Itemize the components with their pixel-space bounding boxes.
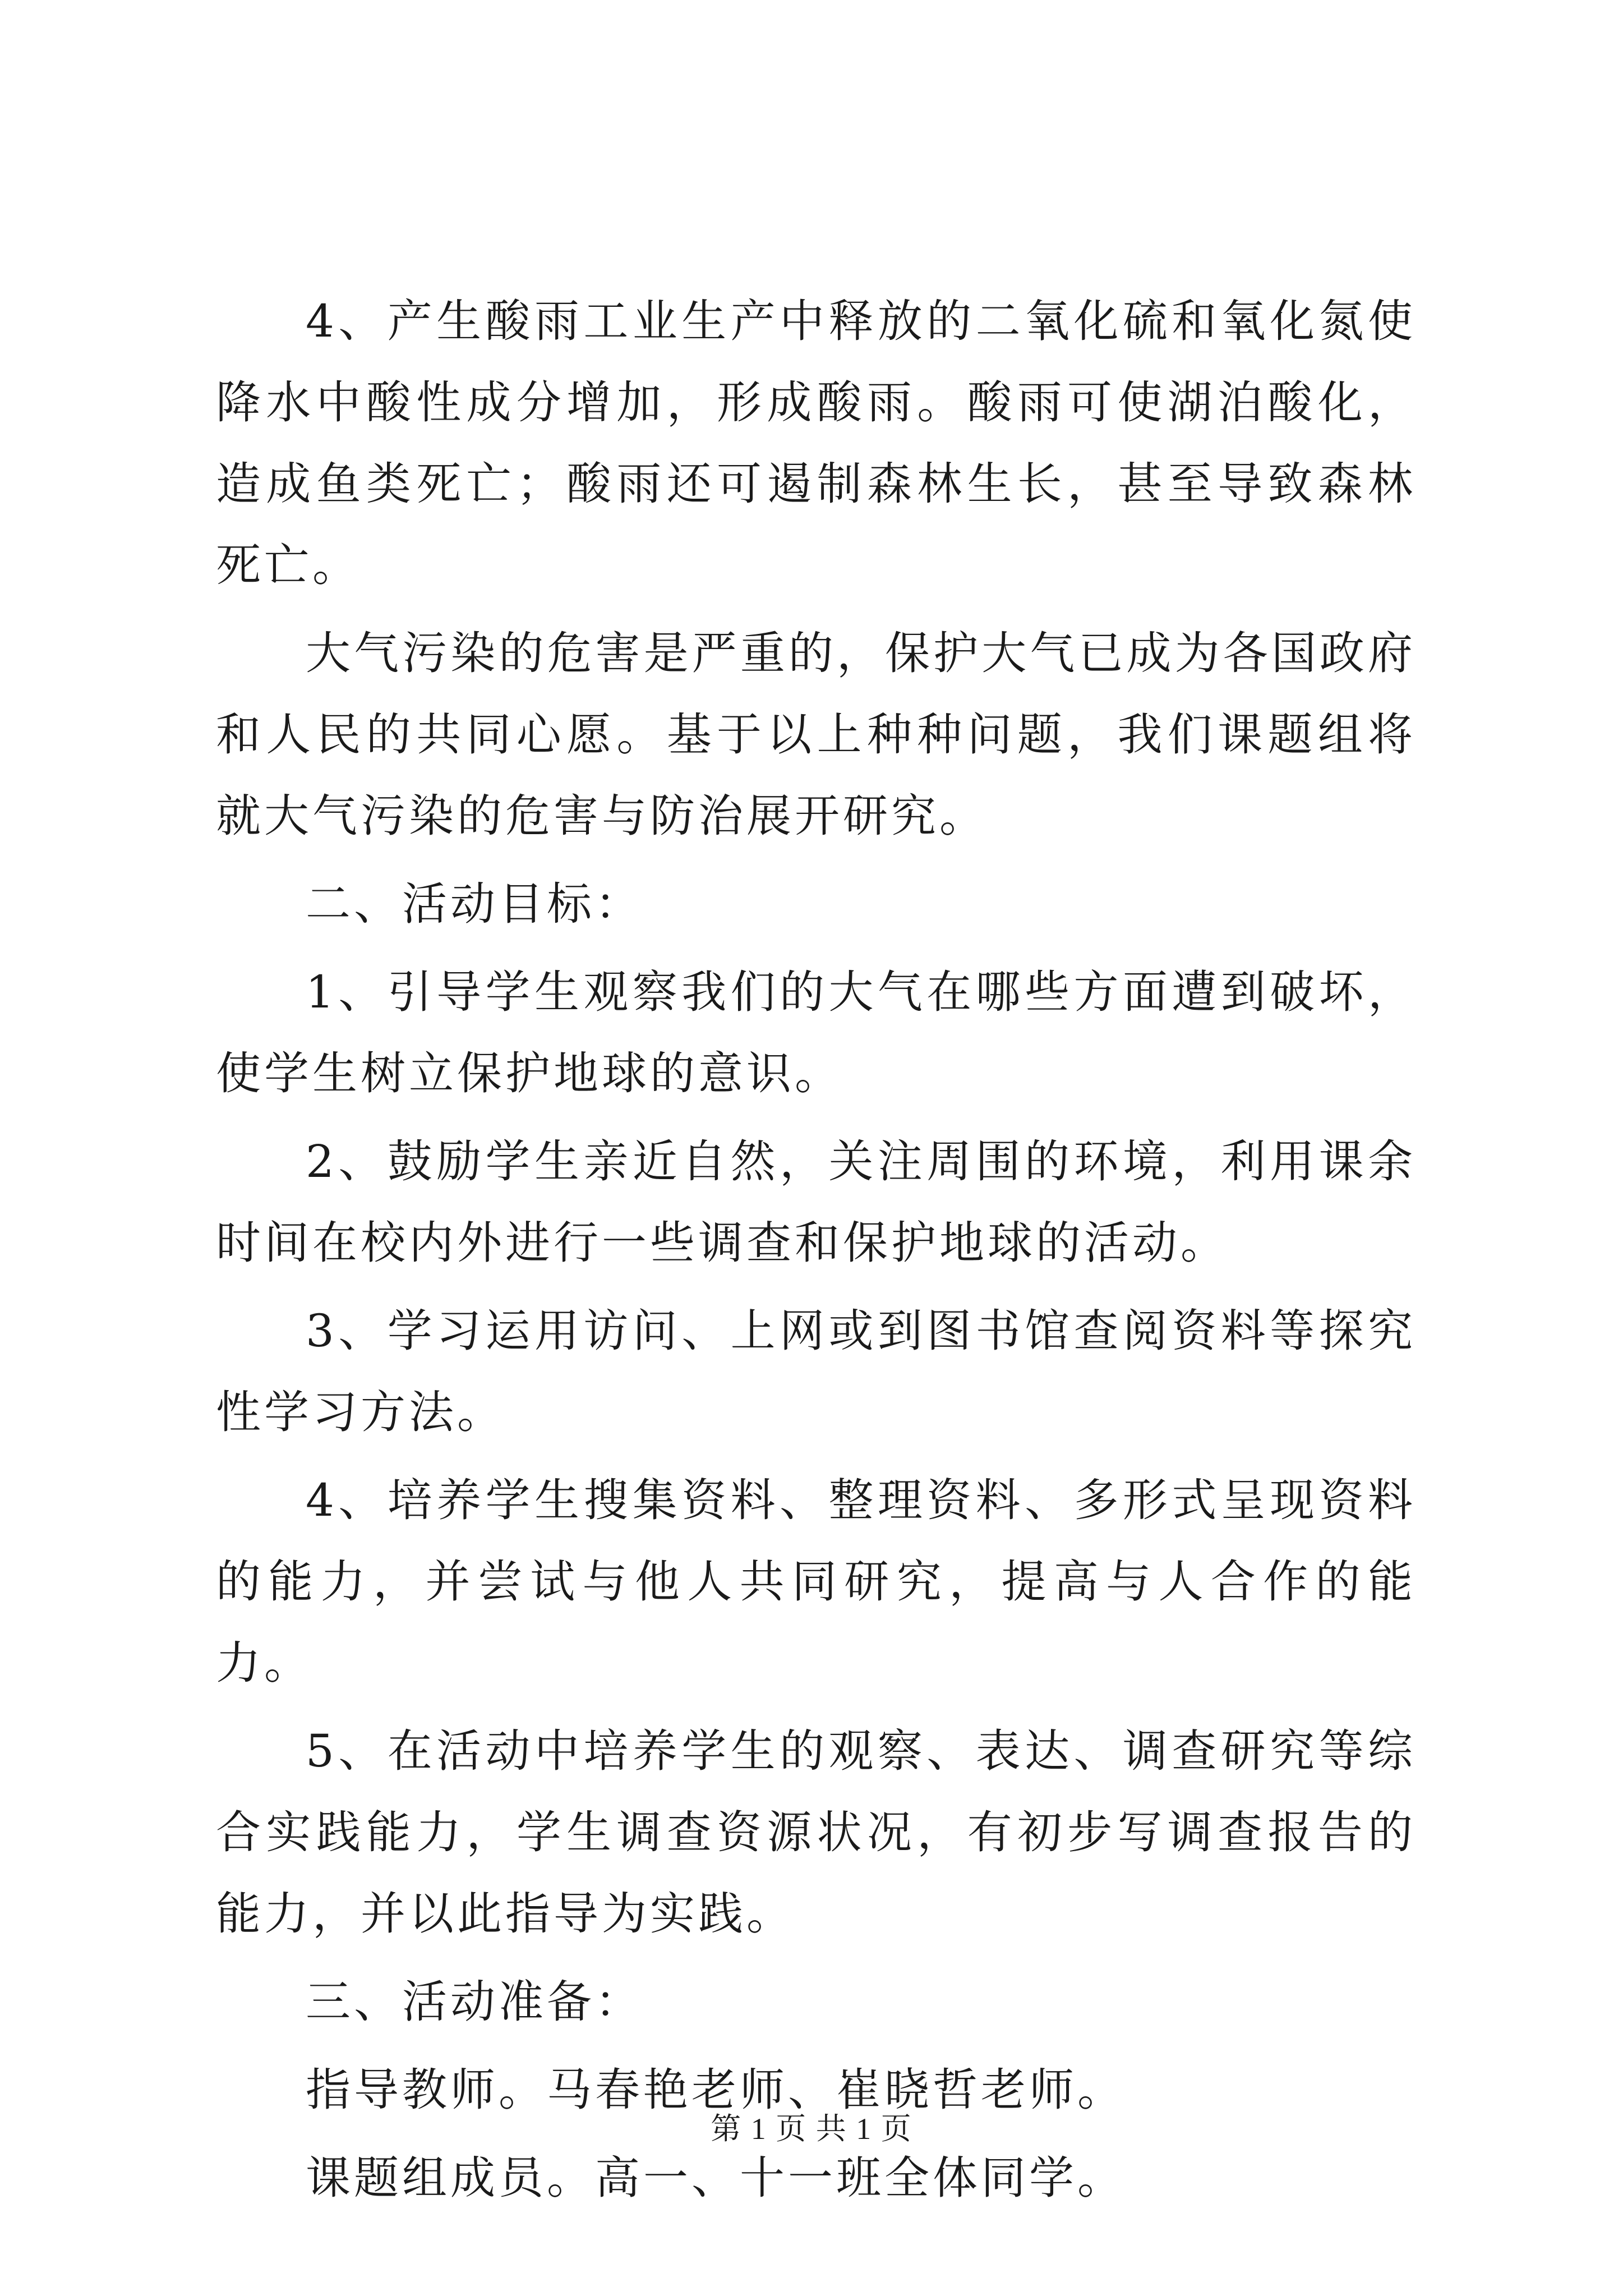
paragraph-teachers: 指导教师。马春艳老师、崔晓哲老师。 (306, 2064, 1126, 2116)
paragraph-goal-4: 4、培养学生搜集资料、整理资料、多形式呈现资料的能力，并尝试与他人共同研究，提高与人合作的能力。 (216, 1474, 1416, 1689)
paragraph-goal-1: 1、引导学生观察我们的大气在哪些方面遭到破坏，使学生树立保护地球的意识。 (216, 966, 1416, 1099)
document-body (216, 280, 1416, 2225)
heading-activity-goals: 二、活动目标： (306, 878, 643, 930)
page-footer: 第 1 页 共 1 页 (711, 2112, 912, 2146)
paragraph-goal-5: 5、在活动中培养学生的观察、表达、调查研究等综合实践能力，学生调查资源状况，有初步写调查报告的能力，并以此指导为实践。 (216, 1725, 1416, 1940)
paragraph-goal-3: 3、学习运用访问、上网或到图书馆查阅资料等探究性学习方法。 (216, 1305, 1416, 1438)
paragraph-members: 课题组成员。高一、十一班全体同学。 (306, 2152, 1126, 2204)
paragraph-acid-rain: 4、产生酸雨工业生产中释放的二氧化硫和氧化氮使降水中酸性成分增加，形成酸雨。酸雨可使湖泊酸化，造成鱼类死亡；酸雨还可遏制森林生长，甚至导致森林死亡。 (216, 295, 1416, 591)
paragraph-pollution-harm: 大气污染的危害是严重的，保护大气已成为各国政府和人民的共同心愿。基于以上种种问题，我们课题组将就大气污染的危害与防治展开研究。 (216, 627, 1416, 842)
paragraph-goal-2: 2、鼓励学生亲近自然，关注周围的环境，利用课余时间在校内外进行一些调查和保护地球的活动。 (216, 1135, 1416, 1269)
heading-activity-preparation: 三、活动准备： (306, 1976, 643, 2028)
